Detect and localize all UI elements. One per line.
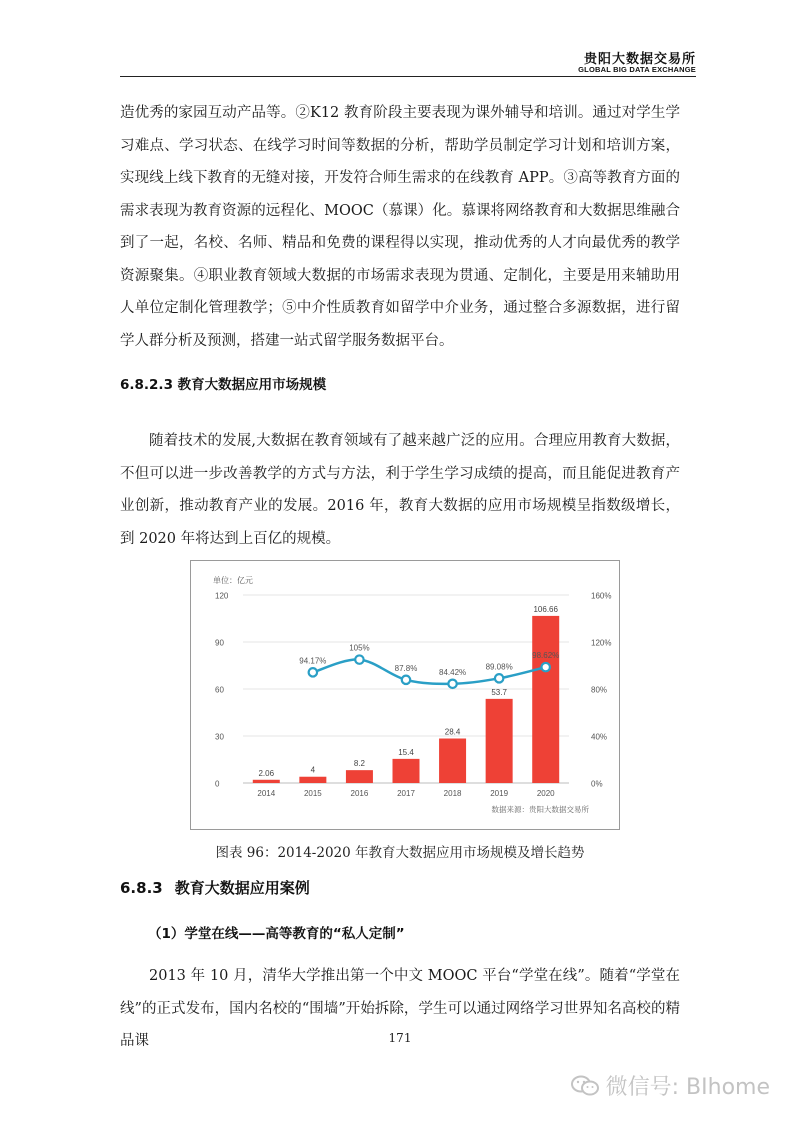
x-tick-label: 2020 xyxy=(536,789,555,798)
bar-value-label: 53.7 xyxy=(491,687,507,697)
bar-value-label: 106.66 xyxy=(533,604,558,614)
paragraph-xuetangx: 2013 年 10 月，清华大学推出第一个中文 MOOC 平台“学堂在线”。随着“学堂在线”的正式发布，国内名校的“围墙”开始拆除，学生可以通过网络学习世界知名高校的精品课 xyxy=(120,968,680,1049)
y-right-tick-label: 120% xyxy=(591,638,612,648)
growth-point-2017 xyxy=(402,676,410,684)
growth-value-label: 105% xyxy=(349,643,370,653)
bar-2017 xyxy=(393,759,420,783)
growth-value-label: 98.62% xyxy=(532,651,560,661)
wechat-icon xyxy=(570,1074,600,1098)
header-rule xyxy=(120,76,696,77)
growth-value-label: 87.8% xyxy=(394,663,418,673)
y-right-tick-label: 40% xyxy=(591,732,608,742)
x-tick-label: 2014 xyxy=(257,789,276,798)
bar-2020 xyxy=(532,616,559,783)
paragraph-market-size: 随着技术的发展,大数据在教育领域有了越来越广泛的应用。合理应用教育大数据，不但可以进一步改善教学的方式与方法，利于学生学习成绩的提高，而且能促进教育产业创新，推动教育产业的发展。2016 年，教育大数据的应用市场规模呈指数级增长，到 2020 年将达到上百亿的规模。 xyxy=(120,433,680,547)
section-number: 6.8.3 xyxy=(120,879,163,897)
bar-2014 xyxy=(253,780,280,783)
section-heading-cases xyxy=(120,877,310,898)
wechat-watermark xyxy=(570,1070,770,1101)
x-tick-label: 2019 xyxy=(490,789,509,798)
y-right-tick-label: 80% xyxy=(591,685,608,695)
paragraph-education-needs: 造优秀的家园互动产品等。②K12 教育阶段主要表现为课外辅导和培训。通过对学生学习难点、学习状态、在线学习时间等数据的分析，帮助学员制定学习计划和培训方案，实现线上线下教育的无缝对接，开发符合师生需求的在线教育 APP。③高等教育方面的需求表现为教育资源的远程化、MOOC（慕课）化。慕课将网络教育和大数据思维融合到了一起，名校、名师、精品和免费的课程得以实现，推动优秀的人才向最优秀的教学资源聚集。④职业教育领域大数据的市场需求表现为贯通、定制化，主要是用来辅助用人单位定制化管理教学；⑤中介性质教育如留学中介业务，通过整合多源数据，进行留学人群分析及预测，搭建一站式留学服务数据平台。 xyxy=(120,105,680,349)
chart-svg xyxy=(191,561,619,829)
x-tick-label: 2017 xyxy=(397,789,415,798)
y-right-tick-label: 0% xyxy=(591,779,603,789)
page-number: 171 xyxy=(388,1031,412,1045)
bar-value-label: 28.4 xyxy=(444,727,461,737)
y-left-tick-label: 120 xyxy=(215,591,229,601)
header-subtitle: GLOBAL BIG DATA EXCHANGE xyxy=(578,65,696,74)
x-tick-label: 2018 xyxy=(443,789,462,798)
bar-2016 xyxy=(346,770,373,783)
bar-value-label: 8.2 xyxy=(353,759,365,769)
growth-point-2015 xyxy=(309,668,317,676)
chart-unit-label: 单位：亿元 xyxy=(213,576,253,585)
bar-value-label: 2.06 xyxy=(258,768,275,778)
case-heading-xuetangx: （1）学堂在线——高等教育的“私人定制” xyxy=(148,926,405,942)
market-size-chart xyxy=(190,560,620,830)
figure-caption: 图表 96：2014-2020 年教育大数据应用市场规模及增长趋势 xyxy=(215,845,585,861)
bar-2018 xyxy=(439,739,466,783)
growth-value-label: 94.17% xyxy=(299,656,327,666)
header-brand: 贵阳大数据交易所 xyxy=(583,52,696,67)
bar-value-label: 4 xyxy=(310,765,316,775)
watermark-text: 微信号: BIhome xyxy=(605,1075,770,1100)
section-heading-market-size: 6.8.2.3 教育大数据应用市场规模 xyxy=(120,377,327,393)
x-tick-label: 2016 xyxy=(350,789,369,798)
chart-source-label: 数据来源：贵阳大数据交易所 xyxy=(491,805,589,814)
y-left-tick-label: 60 xyxy=(215,685,224,695)
bar-2019 xyxy=(486,699,513,783)
section-title: 教育大数据应用案例 xyxy=(174,879,310,897)
growth-point-2020 xyxy=(542,663,550,671)
y-left-tick-label: 0 xyxy=(215,779,220,789)
x-tick-label: 2015 xyxy=(303,789,322,798)
y-right-tick-label: 160% xyxy=(591,591,612,601)
bar-value-label: 15.4 xyxy=(398,747,414,757)
bar-2015 xyxy=(299,777,326,783)
growth-point-2019 xyxy=(495,674,503,682)
growth-value-label: 89.08% xyxy=(485,662,513,672)
growth-point-2018 xyxy=(448,680,456,688)
growth-point-2016 xyxy=(355,655,363,663)
y-left-tick-label: 30 xyxy=(215,732,224,742)
y-left-tick-label: 90 xyxy=(215,638,224,648)
growth-value-label: 84.42% xyxy=(439,667,467,677)
